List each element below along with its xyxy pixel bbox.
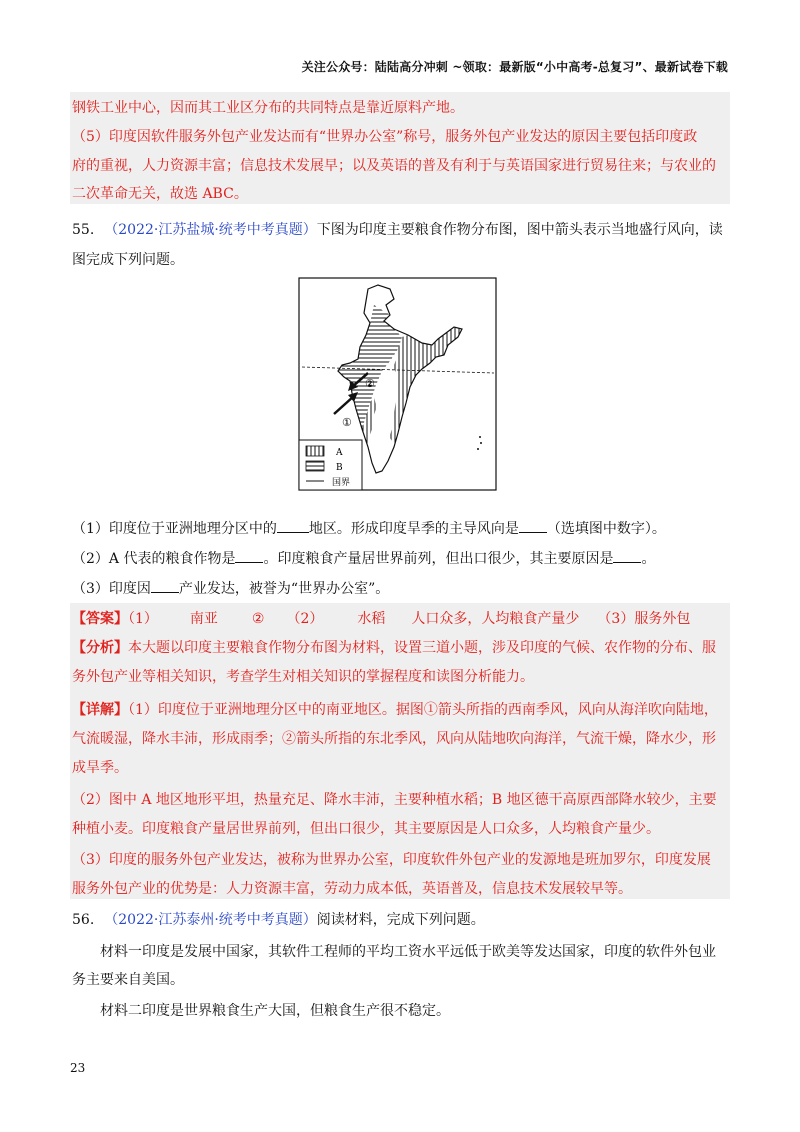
q55-answer-line	[72, 609, 690, 629]
answer-part-2: （2）	[286, 611, 324, 627]
q56-source: （2022·江苏泰州·统考中考真题）	[104, 912, 317, 928]
analysis-line-2: 务外包产业等相关知识，考查学生对相关知识的掌握程度和读图分析能力。	[72, 669, 534, 685]
q56-material-1a: 材料一印度是发展中国家，其软件工程师的平均工资水平远低于欧美等发达国家，印度的软件外包业	[100, 944, 716, 960]
detail-line-4: （2）图中 A 地区地形平坦，热量充足、降水丰沛，主要种植水稻；B 地区德干高原西部降水较少，主要	[72, 792, 717, 808]
q55-sub1-blank-1[interactable]	[277, 518, 309, 533]
q55-sub2-text-b: 。印度粮食产量居世界前列，但出口很少，其主要原因是	[263, 551, 614, 567]
q55-number: 55.	[72, 222, 95, 238]
detail-line-7: 服务外包产业的优势是：人力资源丰富，劳动力成本低，英语普及，信息技术发展较早等。	[72, 881, 632, 897]
analysis-tag: 【分析】	[72, 640, 128, 656]
legend-b-label: B	[336, 463, 343, 473]
prev-line-1: 钢铁工业中心，因而其工业区分布的共同特点是靠近原料产地。	[72, 100, 464, 116]
q55-sub-3	[72, 578, 389, 599]
q55-sub-2	[72, 548, 655, 569]
q56-stem-text: 阅读材料，完成下列问题。	[316, 912, 485, 928]
detail-tag: 【详解】	[72, 702, 128, 718]
legend-b-swatch	[306, 461, 324, 471]
answer-rice: 水稻	[357, 611, 386, 627]
island-3	[477, 448, 479, 450]
answer-part-1: （1）	[128, 611, 158, 627]
q55-sub3-text-b: 产业发达，被誉为“世界办公室”。	[178, 581, 390, 597]
legend-a-swatch	[306, 446, 324, 456]
prev-line-2: （5）印度因软件服务外包产业发达而有“世界办公室”称号，服务外包产业发达的原因主要包括印度政	[72, 129, 698, 145]
answer-part-3: （3）服务外包	[597, 611, 691, 627]
answer-tag: 【答案】	[72, 611, 128, 627]
q55-sub3-text-a: （3）印度因	[72, 581, 151, 597]
q55-sub2-blank-2[interactable]	[613, 548, 641, 563]
analysis-line-1	[72, 638, 716, 658]
q55-sub1-blank-2[interactable]	[519, 518, 547, 533]
detail-line-3: 成旱季。	[72, 760, 128, 776]
q55-sub2-text-c: 。	[641, 551, 656, 567]
q55-sub1-text-b: 地区。形成印度旱季的主导风向是	[308, 521, 519, 537]
q55-sub-1	[72, 518, 666, 539]
island-1	[479, 436, 481, 438]
legend-a-label: A	[336, 448, 343, 458]
q55-stem-1: 下图为印度主要粮食作物分布图，图中箭头表示当地盛行风向，读	[316, 222, 723, 238]
prev-line-3: 府的重视，人力资源丰富；信息技术发展早；以及英语的普及有利于与英语国家进行贸易往来；与农业的	[72, 158, 716, 174]
island-2	[480, 442, 482, 444]
analysis-text-1: 本大题以印度主要粮食作物分布图为材料，设置三道小题，涉及印度的气候、农作物的分布、服	[128, 640, 716, 656]
q55-source: （2022·江苏盐城·统考中考真题）	[104, 222, 317, 238]
legend-border-label: 国界	[332, 478, 351, 488]
q56-stem	[72, 910, 485, 930]
detail-line-6: （3）印度的服务外包产业发达，被称为世界办公室，印度软件外包产业的发源地是班加罗尔，印度发展	[72, 852, 711, 868]
prev-line-4: 二次革命无关，故选 ABC。	[72, 186, 248, 202]
q56-number: 56.	[72, 912, 95, 928]
arrow-1-label: ①	[342, 416, 352, 429]
q55-sub3-blank-1[interactable]	[151, 578, 179, 593]
page-number: 23	[70, 1061, 86, 1075]
q55-stem-line-1	[72, 220, 723, 240]
detail-line-5: 种植小麦。印度粮食产量居世界前列，但出口很少，其主要原因是人口众多，人均粮食产量少。	[72, 821, 660, 837]
detail-line-1	[72, 700, 718, 720]
page-header: 关注公众号：陆陆高分冲刺 ~领取：最新版“小中高考-总复习”、最新试卷下载	[301, 60, 728, 74]
detail-line-2: 气流暖湿，降水丰沛，形成雨季；②箭头所指的东北季风，风向从陆地吹向海洋，气流干燥，降水少，形	[72, 731, 716, 747]
q55-sub1-text-a: （1）印度位于亚洲地理分区中的	[72, 521, 277, 537]
q55-sub2-text-a: （2）A 代表的粮食作物是	[72, 551, 236, 567]
q55-sub1-text-c: （选填图中数字）。	[546, 521, 666, 537]
detail-text-1: （1）印度位于亚洲地理分区中的南亚地区。据图①箭头所指的西南季风，风向从海洋吹向陆地，	[128, 702, 718, 718]
answer-reason: 人口众多，人均粮食产量少	[411, 611, 580, 627]
india-crop-map	[298, 277, 498, 492]
q56-material-2: 材料二印度是世界粮食生产大国，但粮食生产很不稳定。	[100, 1003, 450, 1019]
arrow-2-label: ②	[365, 377, 375, 390]
answer-nanya: 南亚	[189, 611, 218, 627]
answer-arrow-2: ②	[251, 611, 265, 627]
q55-sub2-blank-1[interactable]	[235, 548, 263, 563]
q56-material-1b: 务主要来自美国。	[72, 972, 184, 988]
q55-stem-2: 图完成下列问题。	[72, 252, 184, 268]
